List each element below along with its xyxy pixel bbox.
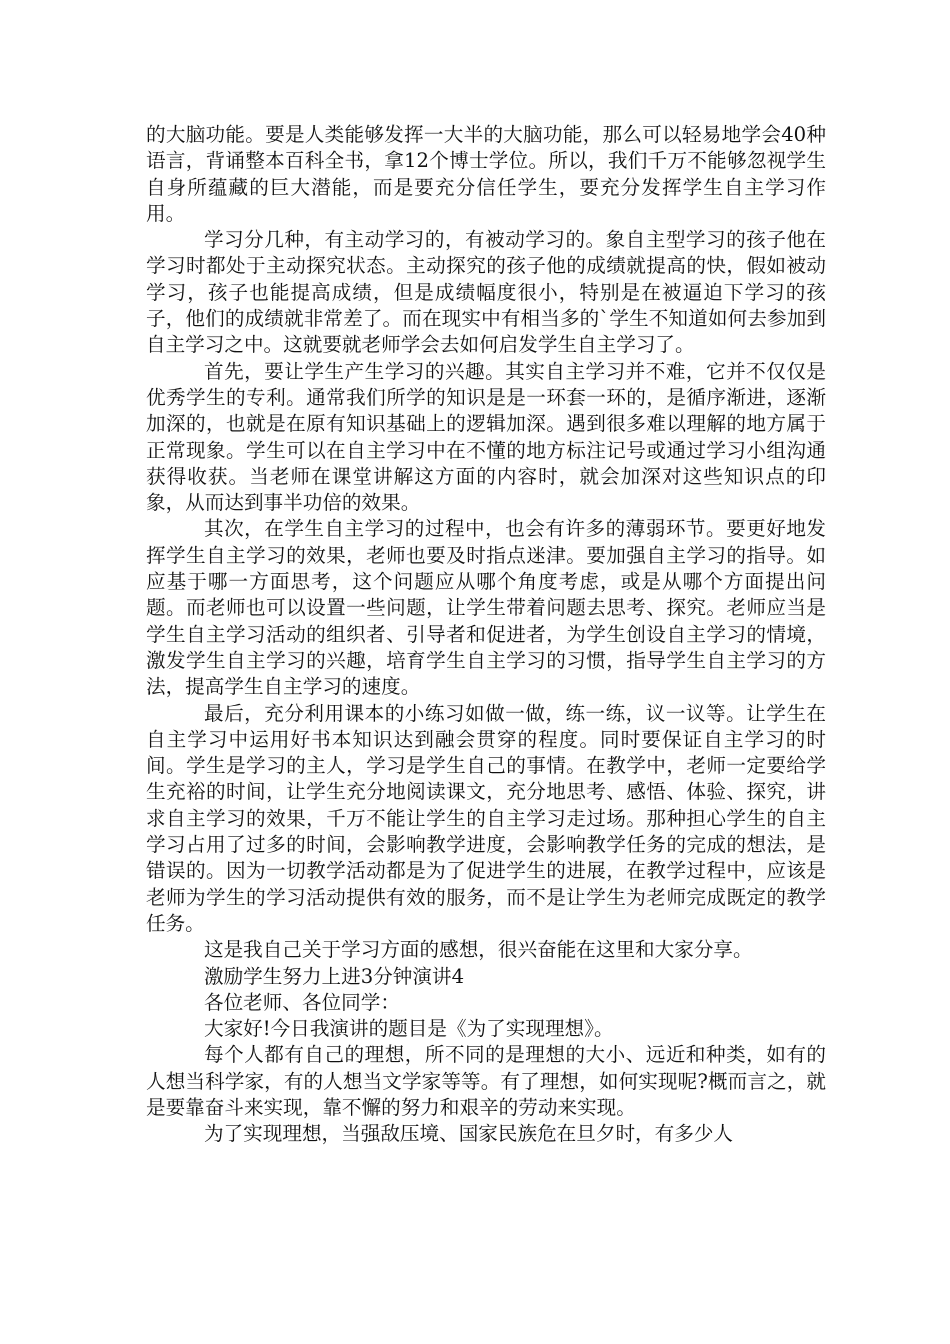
salutation: 各位老师、各位同学：: [204, 990, 400, 1014]
paragraph-5: 最后，充分利用课本的小练习如做一做，练一练，议一议等。让学生在自主学习中运用好书本知识达到融会贯穿的程度。同时要保证自主学习的时间。学生是学习的主人，学习是学生自己的事情。在教学中，老师一定要给学生充裕的时间，让学生充分地阅读课文，充分地思考、感悟、体验、探究，讲求自主学习的效果，千万不能让学生的自主学习走过场。那种担心学生的自主学习占用了过多的时间，会影响教学进度，会影响教学任务的完成的想法，是错误的。因为一切教学活动都是为了促进学生的进展，在教学过程中，应该是老师为学生的学习活动提供有效的服务，而不是让学生为老师完成既定的教学任务。: [146, 701, 826, 935]
paragraph-6: 这是我自己关于学习方面的感想，很兴奋能在这里和大家分享。: [204, 938, 753, 962]
paragraph-10: 每个人都有自己的理想，所不同的是理想的大小、远近和种类，如有的人想当科学家，有的人想当文学家等等。有了理想，如何实现呢?概而言之，就是要靠奋斗来实现，靠不懈的努力和艰辛的劳动来实现。: [146, 1043, 826, 1119]
paragraph-4: 其次，在学生自主学习的过程中，也会有许多的薄弱环节。要更好地发挥学生自主学习的效果，老师也要及时指点迷津。要加强自主学习的指导。如应基于哪一方面思考，这个问题应从哪个角度考虑，或是从哪个方面提出问题。而老师也可以设置一些问题，让学生带着问题去思考、探究。老师应当是学生自主学习活动的组织者、引导者和促进者，为学生创设自主学习的情境，激发学生自主学习的兴趣，培育学生自主学习的习惯，指导学生自主学习的方法，提高学生自主学习的速度。: [146, 517, 826, 699]
speech-title: 激励学生努力上进3分钟演讲4: [204, 964, 465, 988]
paragraph-3: 首先，要让学生产生学习的兴趣。其实自主学习并不难，它并不仅仅是优秀学生的专利。通常我们所学的知识是是一环套一环的，是循序渐进，逐渐加深的，也就是在原有知识基础上的逻辑加深。遇到很多难以理解的地方属于正常现象。学生可以在自主学习中在不懂的地方标注记号或通过学习小组沟通获得收获。当老师在课堂讲解这方面的内容时，就会加深对这些知识点的印象，从而达到事半功倍的效果。: [146, 359, 826, 515]
paragraph-2: 学习分几种，有主动学习的，有被动学习的。象自主型学习的孩子他在学习时都处于主动探究状态。主动探究的孩子他的成绩就提高的快，假如被动学习，孩子也能提高成绩，但是成绩幅度很小，特别是在被逼迫下学习的孩子，他们的成绩就非常差了。而在现实中有相当多的`学生不知道如何去参加到自主学习之中。这就要就老师学会去如何启发学生自主学习了。: [146, 228, 826, 357]
paragraph-11: 为了实现理想，当强敌压境、国家民族危在旦夕时，有多少人: [204, 1122, 734, 1146]
document-body: [146, 122, 826, 1148]
paragraph-1: 的大脑功能。要是人类能够发挥一大半的大脑功能，那么可以轻易地学会40种语言，背诵整本百科全书，拿12个博士学位。所以，我们千万不能够忽视学生自身所蕴藏的巨大潜能，而是要充分信任学生，要充分发挥学生自主学习作用。: [146, 123, 826, 225]
greeting: 大家好!今日我演讲的题目是《为了实现理想》。: [204, 1017, 614, 1041]
